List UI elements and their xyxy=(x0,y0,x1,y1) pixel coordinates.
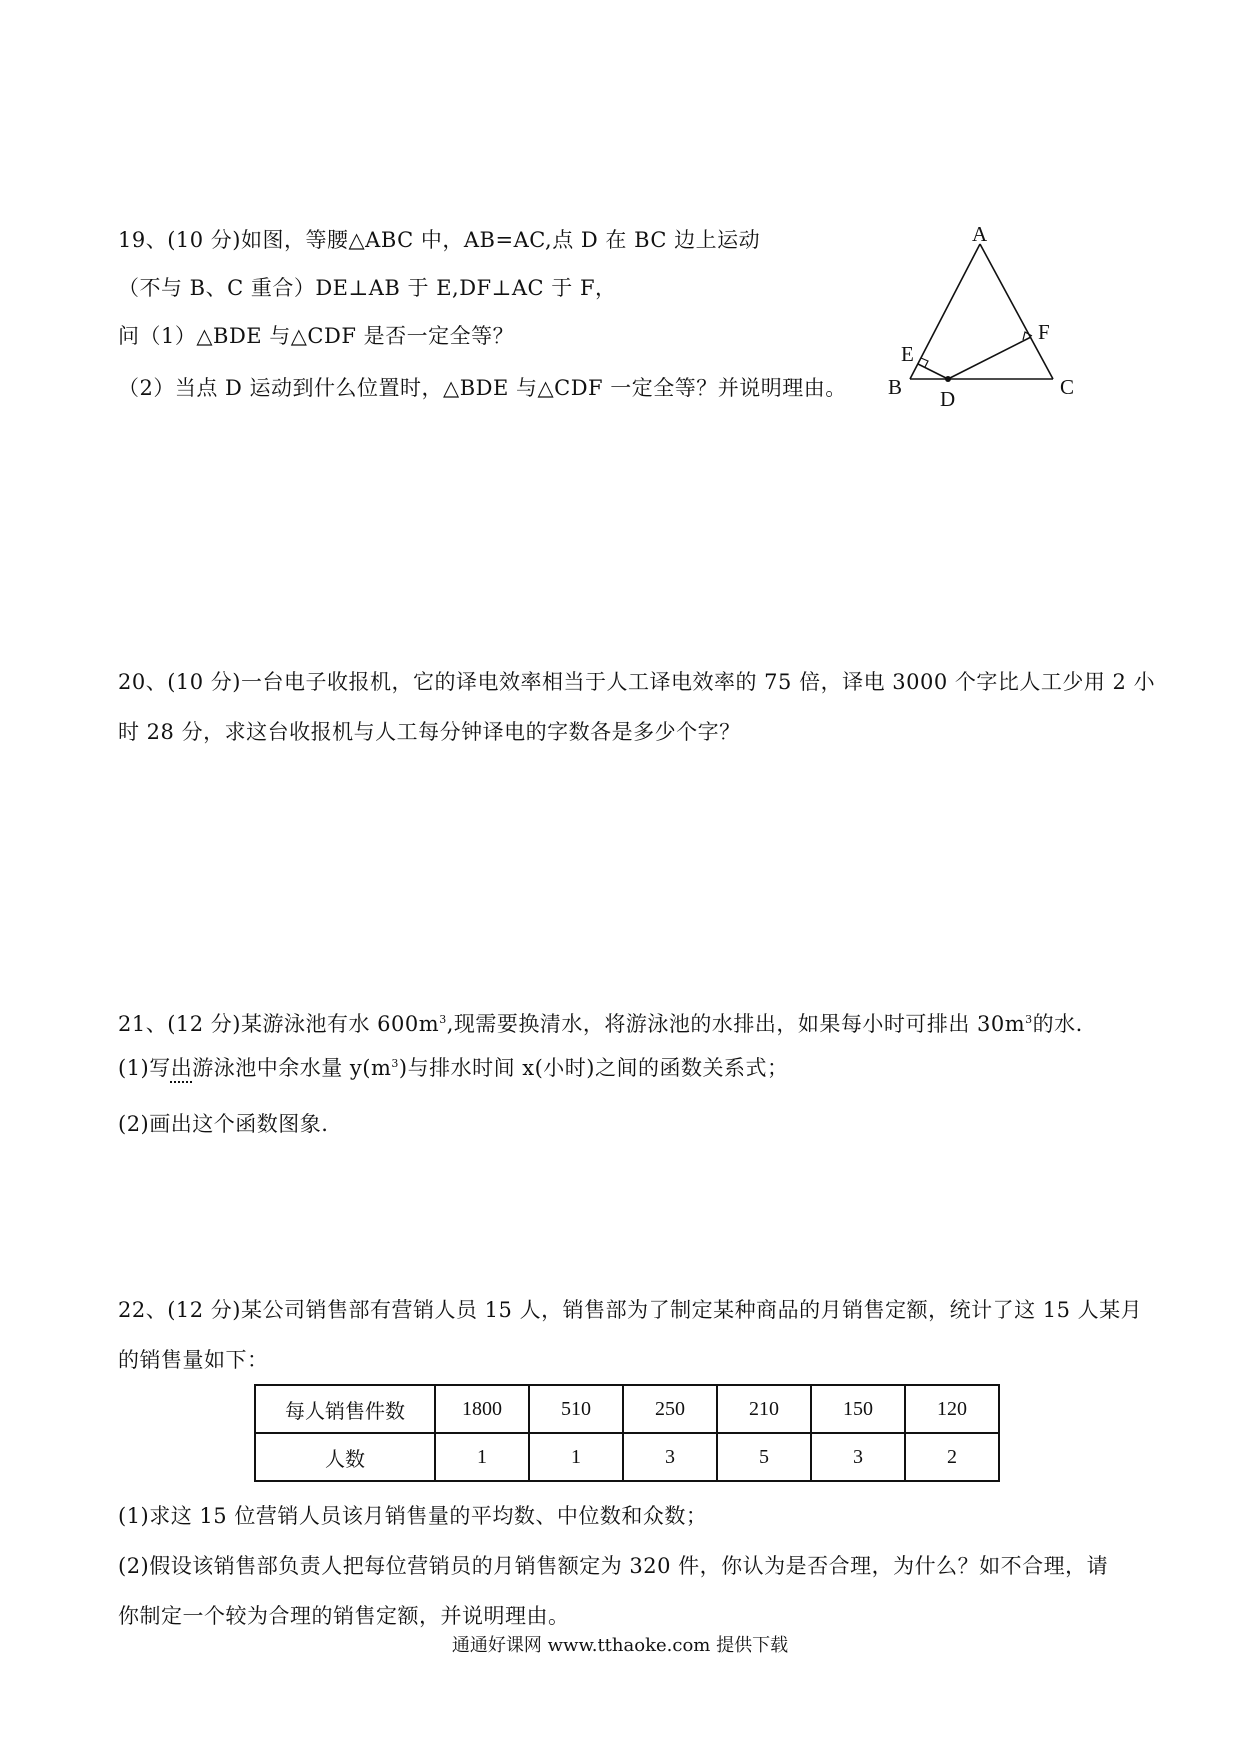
label-b: B xyxy=(888,375,903,399)
q21-part-1-b: 游泳池中余水量 y(m xyxy=(192,1056,392,1080)
table-cell: 250 xyxy=(623,1385,717,1433)
q19-question-2: （2）当点 D 运动到什么位置时，△BDE 与△CDF 一定全等？并说明理由。 xyxy=(118,376,847,400)
superscript-3: 3 xyxy=(1025,1013,1033,1026)
table-cell: 1 xyxy=(435,1433,529,1481)
q21-part-1-emphasis: 出 xyxy=(170,1056,193,1080)
table-cell: 150 xyxy=(811,1385,905,1433)
table-cell: 5 xyxy=(717,1433,811,1481)
table-cell: 2 xyxy=(905,1433,999,1481)
q21-part-1 xyxy=(118,1054,789,1082)
table-row-sales xyxy=(255,1385,999,1433)
superscript-3: 3 xyxy=(439,1013,447,1026)
superscript-3: 3 xyxy=(391,1057,399,1070)
q19-line-2: （不与 B、C 重合）DE⊥AB 于 E,DF⊥AC 于 F， xyxy=(118,276,617,300)
q22-part-2-line-1: (2)假设该销售部负责人把每位营销员的月销售额定为 320 件，你认为是否合理，为什么？如不合理，请 xyxy=(118,1554,1109,1578)
q19-question-1: 问（1）△BDE 与△CDF 是否一定全等？ xyxy=(118,324,515,348)
label-a: A xyxy=(972,225,988,246)
q21-line-1-part-c: 的水. xyxy=(1032,1012,1083,1036)
label-f: F xyxy=(1038,320,1050,344)
q20-line-2: 时 28 分，求这台收报机与人工每分钟译电的字数各是多少个字？ xyxy=(118,720,741,744)
q21-part-1-c: )与排水时间 x(小时)之间的函数关系式； xyxy=(398,1056,789,1080)
q19-line-1: 19、(10 分)如图，等腰△ABC 中，AB=AC,点 D 在 BC 边上运动 xyxy=(118,228,761,252)
label-e: E xyxy=(901,342,914,366)
table-cell: 3 xyxy=(623,1433,717,1481)
q22-part-1: (1)求这 15 位营销人员该月销售量的平均数、中位数和众数； xyxy=(118,1504,708,1528)
q21-part-2: (2)画出这个函数图象. xyxy=(118,1112,329,1136)
label-d: D xyxy=(940,387,956,411)
sales-table xyxy=(254,1384,1000,1482)
q21-part-1-a: (1)写 xyxy=(118,1056,171,1080)
point-d xyxy=(945,376,951,382)
isosceles-triangle-figure xyxy=(870,225,1090,415)
q21-line-1-part-a: 21、(12 分)某游泳池有水 600m xyxy=(118,1012,440,1036)
segment-df xyxy=(948,337,1031,379)
table-header-sales: 每人销售件数 xyxy=(255,1385,435,1433)
table-cell: 1800 xyxy=(435,1385,529,1433)
q22-line-2: 的销售量如下： xyxy=(118,1348,269,1372)
label-c: C xyxy=(1060,375,1075,399)
page-footer: 通通好课网 www.tthaoke.com 提供下载 xyxy=(451,1635,789,1656)
table-header-people: 人数 xyxy=(255,1433,435,1481)
table-cell: 3 xyxy=(811,1433,905,1481)
table-cell: 210 xyxy=(717,1385,811,1433)
table-row-people xyxy=(255,1433,999,1481)
q21-line-1-part-b: ,现需要换清水，将游泳池的水排出，如果每小时可排出 30m xyxy=(446,1012,1026,1036)
table-cell: 120 xyxy=(905,1385,999,1433)
side-ac xyxy=(980,244,1053,379)
table-cell: 510 xyxy=(529,1385,623,1433)
q22-part-2-line-2: 你制定一个较为合理的销售定额，并说明理由。 xyxy=(118,1604,570,1628)
side-ab xyxy=(910,244,980,379)
q21-line-1 xyxy=(118,1010,1083,1038)
table-cell: 1 xyxy=(529,1433,623,1481)
q22-line-1: 22、(12 分)某公司销售部有营销人员 15 人，销售部为了制定某种商品的月销售定额，统计了这 15 人某月 xyxy=(118,1298,1143,1322)
segment-de xyxy=(918,364,948,379)
q20-line-1: 20、(10 分)一台电子收报机，它的译电效率相当于人工译电效率的 75 倍，译电 3000 个字比人工少用 2 小 xyxy=(118,670,1156,694)
